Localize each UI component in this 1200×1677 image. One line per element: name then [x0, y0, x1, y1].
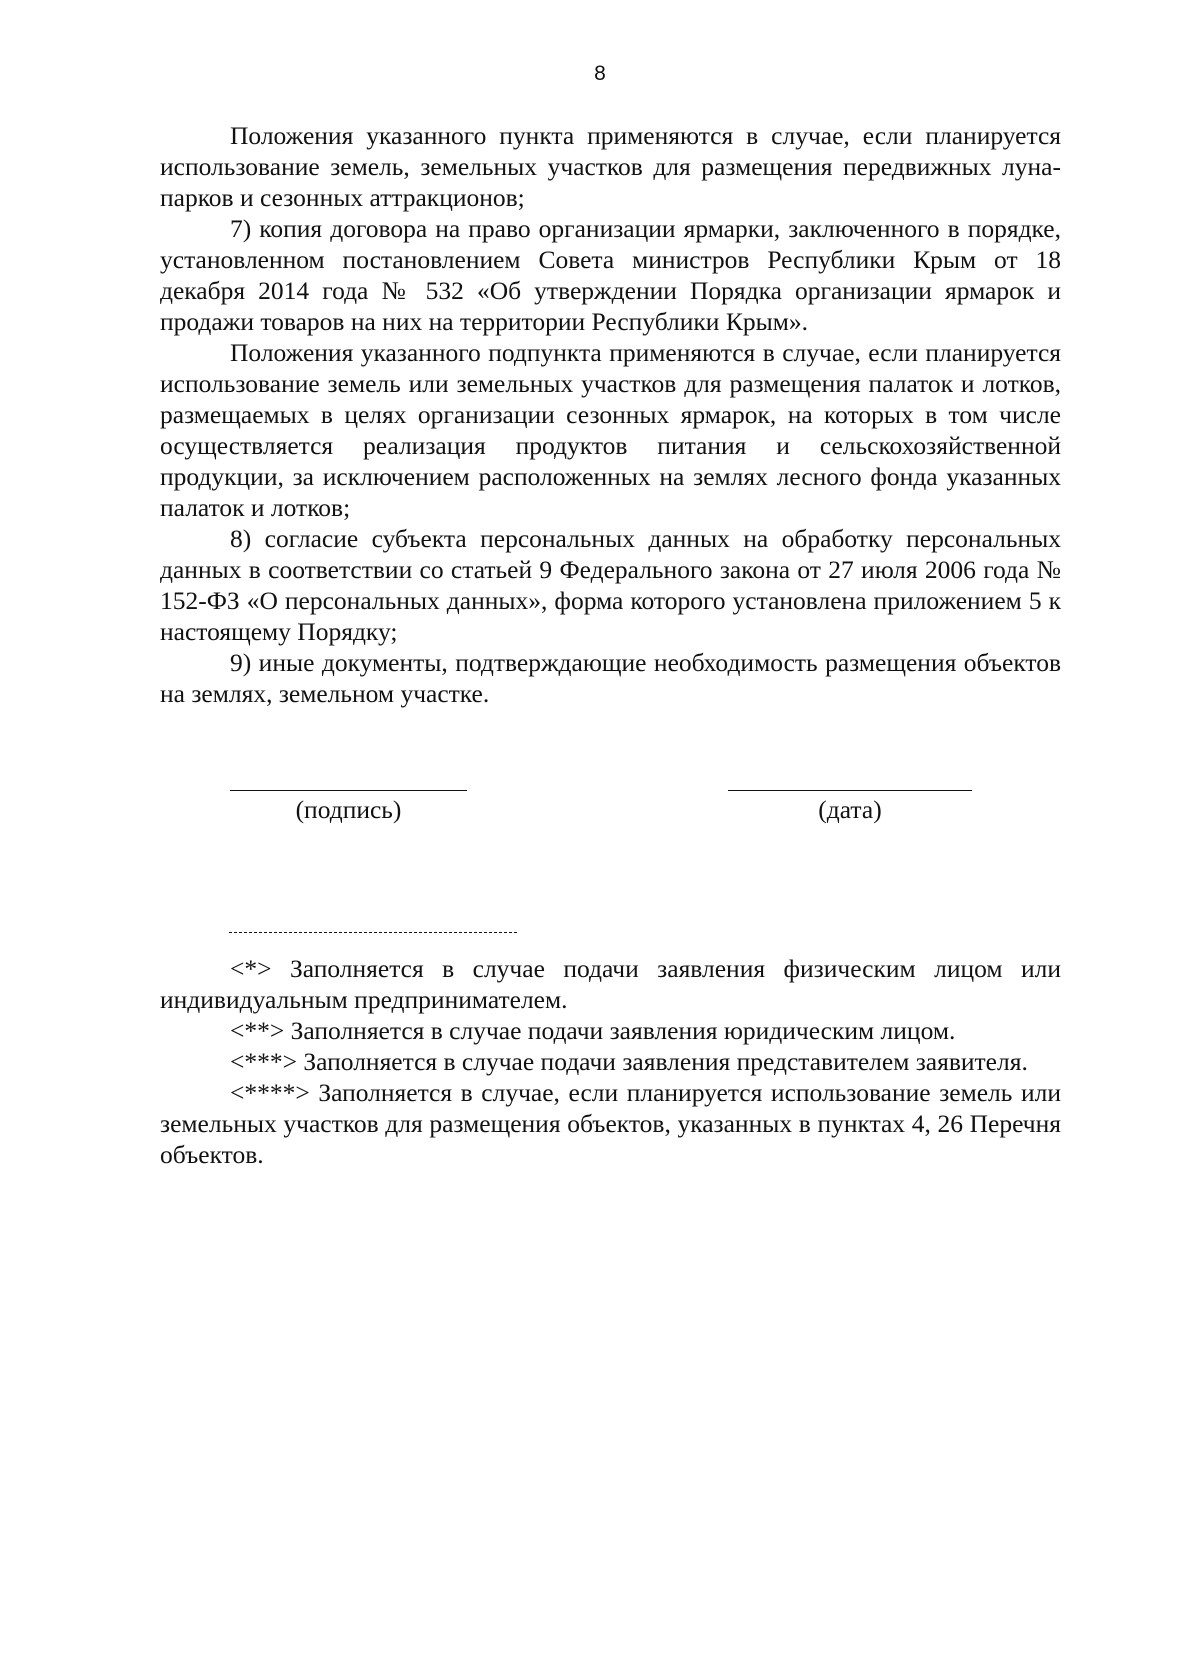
footnote-objects-list: <****> Заполняется в случае, если планируется использование земель или земельных участков для размещения объектов, указанных в пунктах 4, 26 Перечня объектов.: [160, 1078, 1061, 1169]
footnote-legal-entity: <**> Заполняется в случае подачи заявления юридическим лицом.: [230, 1016, 956, 1045]
footnote-individual: <*> Заполняется в случае подачи заявления физическим лицом или индивидуальным предпринимателем.: [160, 954, 1061, 1014]
paragraph-item-8-personal-data-consent: 8) согласие субъекта персональных данных на обработку персональных данных в соответствии со статьей 9 Федерального закона от 27 июля 2006 года № 152-ФЗ «О персональных данных», форма которого установлена приложением 5 к настоящему Порядку;: [160, 524, 1061, 646]
signature-block: [230, 790, 467, 825]
footnote-separator: [229, 932, 517, 933]
signature-line: [230, 790, 467, 791]
paragraph-amusement-parks: Положения указанного пункта применяются в случае, если планируется использование земель, земельных участков для размещения передвижных луна-парков и сезонных аттракционов;: [160, 121, 1061, 212]
document-body: [160, 120, 1061, 709]
date-line: [728, 790, 972, 791]
paragraph-fair-stalls: Положения указанного подпункта применяются в случае, если планируется использование земель или земельных участков для размещения палаток и лотков, размещаемых в целях организации сезонных ярмарок, на которых в том числе осуществляется реализация продуктов питания и сельскохозяйственной продукции, за исключением расположенных на землях лесного фонда указанных палаток и лотков;: [160, 338, 1061, 522]
footnotes: [160, 953, 1061, 1170]
date-caption: (дата): [818, 795, 882, 824]
signature-caption: (подпись): [295, 795, 402, 824]
footnote-representative: <***> Заполняется в случае подачи заявления представителем заявителя.: [230, 1047, 1028, 1076]
paragraph-item-9-other-documents: 9) иные документы, подтверждающие необходимость размещения объектов на землях, земельном участке.: [160, 648, 1061, 708]
paragraph-item-7-fair-contract: 7) копия договора на право организации ярмарки, заключенного в порядке, установленном постановлением Совета министров Республики Крым от 18 декабря 2014 года № 532 «Об утверждении Порядка организации ярмарок и продажи товаров на них на территории Республики Крым».: [160, 214, 1061, 336]
page-number: 8: [594, 62, 606, 85]
date-block: [728, 790, 972, 825]
